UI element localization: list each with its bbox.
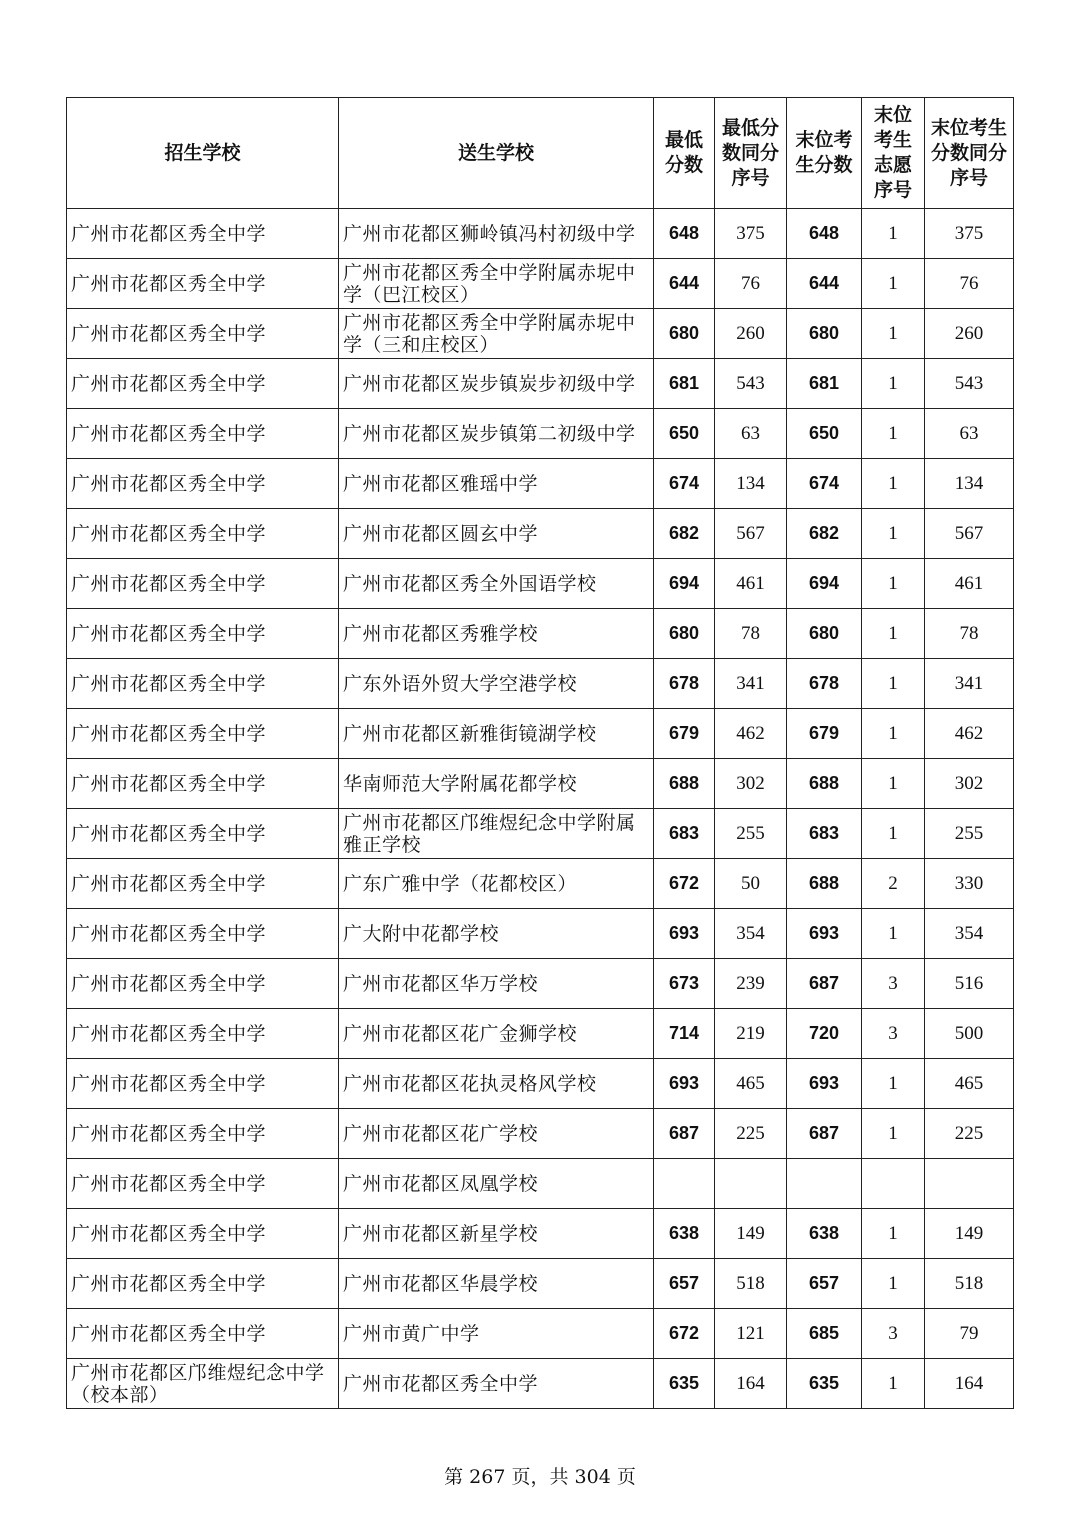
table-row (67, 1009, 1014, 1059)
min-score-same-rank-cell: 255 (715, 809, 787, 859)
min-score-same-rank-cell: 543 (715, 359, 787, 409)
header-min-score-same-rank: 最低分 数同分 序号 (715, 98, 787, 209)
last-same-rank-cell: 341 (925, 659, 1014, 709)
min-score-same-rank-cell: 462 (715, 709, 787, 759)
table-row (67, 1209, 1014, 1259)
last-choice-rank-cell: 1 (862, 259, 925, 309)
enrolling-school-cell: 广州市花都区秀全中学 (67, 1009, 339, 1059)
last-choice-rank-cell: 3 (862, 1009, 925, 1059)
header-enrolling-school: 招生学校 (67, 98, 339, 209)
last-score-cell: 657 (787, 1259, 862, 1309)
min-score-cell: 714 (654, 1009, 715, 1059)
sending-school-cell: 广州市花都区秀全外国语学校 (339, 559, 654, 609)
min-score-same-rank-cell: 78 (715, 609, 787, 659)
last-score-cell: 680 (787, 309, 862, 359)
enrolling-school-cell: 广州市花都区秀全中学 (67, 659, 339, 709)
last-choice-rank-cell: 2 (862, 859, 925, 909)
table-row (67, 859, 1014, 909)
table-row (67, 459, 1014, 509)
min-score-same-rank-cell: 121 (715, 1309, 787, 1359)
last-choice-rank-cell: 1 (862, 659, 925, 709)
sending-school-cell: 广州市花都区秀全中学附属赤坭中学（巴江校区） (339, 259, 654, 309)
min-score-cell: 693 (654, 1059, 715, 1109)
min-score-same-rank-cell: 225 (715, 1109, 787, 1159)
min-score-same-rank-cell: 375 (715, 209, 787, 259)
last-score-cell: 693 (787, 909, 862, 959)
sending-school-cell: 广州市花都区炭步镇炭步初级中学 (339, 359, 654, 409)
last-score-cell (787, 1159, 862, 1209)
last-same-rank-cell: 543 (925, 359, 1014, 409)
header-min-score: 最低 分数 (654, 98, 715, 209)
sending-school-cell: 广州市花都区炭步镇第二初级中学 (339, 409, 654, 459)
enrolling-school-cell: 广州市花都区秀全中学 (67, 459, 339, 509)
last-same-rank-cell: 255 (925, 809, 1014, 859)
table-row (67, 409, 1014, 459)
table-row (67, 359, 1014, 409)
last-score-cell: 644 (787, 259, 862, 309)
table-row (67, 1109, 1014, 1159)
min-score-same-rank-cell: 219 (715, 1009, 787, 1059)
enrolling-school-cell: 广州市花都区秀全中学 (67, 309, 339, 359)
sending-school-cell: 广东广雅中学（花都校区） (339, 859, 654, 909)
last-score-cell: 680 (787, 609, 862, 659)
last-same-rank-cell: 567 (925, 509, 1014, 559)
last-same-rank-cell: 76 (925, 259, 1014, 309)
last-score-cell: 681 (787, 359, 862, 409)
min-score-cell (654, 1159, 715, 1209)
last-same-rank-cell: 500 (925, 1009, 1014, 1059)
last-same-rank-cell (925, 1159, 1014, 1209)
last-choice-rank-cell: 1 (862, 509, 925, 559)
last-score-cell: 650 (787, 409, 862, 459)
enrolling-school-cell: 广州市花都区秀全中学 (67, 1159, 339, 1209)
last-score-cell: 688 (787, 759, 862, 809)
sending-school-cell: 广州市花都区雅瑶中学 (339, 459, 654, 509)
table-row (67, 609, 1014, 659)
min-score-cell: 683 (654, 809, 715, 859)
enrolling-school-cell: 广州市花都区秀全中学 (67, 559, 339, 609)
enrolling-school-cell: 广州市花都区秀全中学 (67, 509, 339, 559)
enrolling-school-cell: 广州市花都区秀全中学 (67, 1059, 339, 1109)
last-choice-rank-cell: 1 (862, 359, 925, 409)
last-choice-rank-cell: 3 (862, 1309, 925, 1359)
last-choice-rank-cell: 1 (862, 809, 925, 859)
admission-table (66, 97, 1014, 1409)
last-same-rank-cell: 63 (925, 409, 1014, 459)
sending-school-cell: 广州市花都区邝维煜纪念中学附属雅正学校 (339, 809, 654, 859)
sending-school-cell: 广州市花都区花执灵格风学校 (339, 1059, 654, 1109)
sending-school-cell: 广州市花都区圆玄中学 (339, 509, 654, 559)
last-score-cell: 678 (787, 659, 862, 709)
table-row (67, 1309, 1014, 1359)
min-score-cell: 650 (654, 409, 715, 459)
last-score-cell: 682 (787, 509, 862, 559)
last-score-cell: 688 (787, 859, 862, 909)
min-score-same-rank-cell: 518 (715, 1259, 787, 1309)
last-same-rank-cell: 79 (925, 1309, 1014, 1359)
enrolling-school-cell: 广州市花都区秀全中学 (67, 1109, 339, 1159)
enrolling-school-cell: 广州市花都区秀全中学 (67, 609, 339, 659)
enrolling-school-cell: 广州市花都区秀全中学 (67, 209, 339, 259)
last-choice-rank-cell (862, 1159, 925, 1209)
header-last-same-rank: 末位考生 分数同分 序号 (925, 98, 1014, 209)
min-score-same-rank-cell: 76 (715, 259, 787, 309)
sending-school-cell: 广州市花都区华万学校 (339, 959, 654, 1009)
enrolling-school-cell: 广州市花都区秀全中学 (67, 1309, 339, 1359)
last-score-cell: 687 (787, 959, 862, 1009)
min-score-cell: 688 (654, 759, 715, 809)
table-row (67, 809, 1014, 859)
min-score-same-rank-cell: 302 (715, 759, 787, 809)
last-choice-rank-cell: 1 (862, 309, 925, 359)
last-score-cell: 648 (787, 209, 862, 259)
last-same-rank-cell: 164 (925, 1359, 1014, 1409)
enrolling-school-cell: 广州市花都区秀全中学 (67, 909, 339, 959)
last-choice-rank-cell: 1 (862, 209, 925, 259)
min-score-same-rank-cell: 461 (715, 559, 787, 609)
sending-school-cell: 广州市黄广中学 (339, 1309, 654, 1359)
sending-school-cell: 广州市花都区秀全中学附属赤坭中学（三和庄校区） (339, 309, 654, 359)
last-same-rank-cell: 462 (925, 709, 1014, 759)
header-sending-school: 送生学校 (339, 98, 654, 209)
min-score-cell: 673 (654, 959, 715, 1009)
table-row (67, 959, 1014, 1009)
min-score-cell: 681 (654, 359, 715, 409)
last-same-rank-cell: 302 (925, 759, 1014, 809)
last-choice-rank-cell: 1 (862, 759, 925, 809)
min-score-same-rank-cell: 567 (715, 509, 787, 559)
last-choice-rank-cell: 1 (862, 559, 925, 609)
min-score-same-rank-cell: 134 (715, 459, 787, 509)
table-row (67, 509, 1014, 559)
min-score-same-rank-cell: 164 (715, 1359, 787, 1409)
min-score-cell: 680 (654, 309, 715, 359)
header-last-score: 末位考 生分数 (787, 98, 862, 209)
min-score-cell: 682 (654, 509, 715, 559)
min-score-cell: 648 (654, 209, 715, 259)
last-score-cell: 638 (787, 1209, 862, 1259)
sending-school-cell: 广州市花都区狮岭镇冯村初级中学 (339, 209, 654, 259)
sending-school-cell: 广东外语外贸大学空港学校 (339, 659, 654, 709)
last-choice-rank-cell: 1 (862, 459, 925, 509)
last-same-rank-cell: 375 (925, 209, 1014, 259)
last-same-rank-cell: 354 (925, 909, 1014, 959)
last-choice-rank-cell: 1 (862, 409, 925, 459)
min-score-cell: 657 (654, 1259, 715, 1309)
sending-school-cell: 广州市花都区新星学校 (339, 1209, 654, 1259)
last-score-cell: 720 (787, 1009, 862, 1059)
table-header-row (67, 98, 1014, 209)
last-same-rank-cell: 516 (925, 959, 1014, 1009)
last-choice-rank-cell: 3 (862, 959, 925, 1009)
min-score-same-rank-cell: 149 (715, 1209, 787, 1259)
enrolling-school-cell: 广州市花都区秀全中学 (67, 1259, 339, 1309)
last-choice-rank-cell: 1 (862, 709, 925, 759)
table-row (67, 1359, 1014, 1409)
min-score-same-rank-cell: 50 (715, 859, 787, 909)
enrolling-school-cell: 广州市花都区秀全中学 (67, 759, 339, 809)
table-row (67, 1259, 1014, 1309)
page-footer: 第 267 页，共 304 页 (444, 1466, 636, 1488)
min-score-same-rank-cell: 63 (715, 409, 787, 459)
last-score-cell: 674 (787, 459, 862, 509)
table-row (67, 1159, 1014, 1209)
min-score-same-rank-cell: 260 (715, 309, 787, 359)
sending-school-cell: 广州市花都区秀全中学 (339, 1359, 654, 1409)
last-choice-rank-cell: 1 (862, 609, 925, 659)
last-same-rank-cell: 78 (925, 609, 1014, 659)
enrolling-school-cell: 广州市花都区邝维煜纪念中学（校本部） (67, 1359, 339, 1409)
last-score-cell: 693 (787, 1059, 862, 1109)
min-score-cell: 680 (654, 609, 715, 659)
min-score-cell: 672 (654, 859, 715, 909)
min-score-cell: 678 (654, 659, 715, 709)
enrolling-school-cell: 广州市花都区秀全中学 (67, 359, 339, 409)
min-score-same-rank-cell (715, 1159, 787, 1209)
table-row (67, 559, 1014, 609)
min-score-cell: 687 (654, 1109, 715, 1159)
min-score-cell: 693 (654, 909, 715, 959)
table-row (67, 759, 1014, 809)
last-choice-rank-cell: 1 (862, 909, 925, 959)
last-choice-rank-cell: 1 (862, 1059, 925, 1109)
last-same-rank-cell: 225 (925, 1109, 1014, 1159)
last-choice-rank-cell: 1 (862, 1209, 925, 1259)
min-score-cell: 694 (654, 559, 715, 609)
last-same-rank-cell: 330 (925, 859, 1014, 909)
table-row (67, 1059, 1014, 1109)
sending-school-cell: 广州市花都区凤凰学校 (339, 1159, 654, 1209)
last-score-cell: 694 (787, 559, 862, 609)
table-row (67, 309, 1014, 359)
min-score-cell: 679 (654, 709, 715, 759)
min-score-same-rank-cell: 239 (715, 959, 787, 1009)
min-score-same-rank-cell: 341 (715, 659, 787, 709)
table-row (67, 659, 1014, 709)
table-row (67, 259, 1014, 309)
sending-school-cell: 广大附中花都学校 (339, 909, 654, 959)
last-same-rank-cell: 518 (925, 1259, 1014, 1309)
header-last-choice-rank: 末位 考生 志愿 序号 (862, 98, 925, 209)
last-score-cell: 635 (787, 1359, 862, 1409)
last-score-cell: 683 (787, 809, 862, 859)
last-score-cell: 687 (787, 1109, 862, 1159)
sending-school-cell: 广州市花都区花广金狮学校 (339, 1009, 654, 1059)
last-choice-rank-cell: 1 (862, 1259, 925, 1309)
last-same-rank-cell: 461 (925, 559, 1014, 609)
enrolling-school-cell: 广州市花都区秀全中学 (67, 959, 339, 1009)
table-row (67, 209, 1014, 259)
sending-school-cell: 广州市花都区华晨学校 (339, 1259, 654, 1309)
table-row (67, 709, 1014, 759)
last-score-cell: 679 (787, 709, 862, 759)
min-score-cell: 644 (654, 259, 715, 309)
table-body (67, 209, 1014, 1409)
min-score-same-rank-cell: 354 (715, 909, 787, 959)
min-score-cell: 638 (654, 1209, 715, 1259)
last-same-rank-cell: 149 (925, 1209, 1014, 1259)
min-score-cell: 674 (654, 459, 715, 509)
min-score-same-rank-cell: 465 (715, 1059, 787, 1109)
enrolling-school-cell: 广州市花都区秀全中学 (67, 259, 339, 309)
min-score-cell: 672 (654, 1309, 715, 1359)
last-same-rank-cell: 260 (925, 309, 1014, 359)
enrolling-school-cell: 广州市花都区秀全中学 (67, 409, 339, 459)
last-choice-rank-cell: 1 (862, 1109, 925, 1159)
table-row (67, 909, 1014, 959)
sending-school-cell: 广州市花都区秀雅学校 (339, 609, 654, 659)
last-choice-rank-cell: 1 (862, 1359, 925, 1409)
last-score-cell: 685 (787, 1309, 862, 1359)
last-same-rank-cell: 134 (925, 459, 1014, 509)
sending-school-cell: 华南师范大学附属花都学校 (339, 759, 654, 809)
sending-school-cell: 广州市花都区新雅街镜湖学校 (339, 709, 654, 759)
enrolling-school-cell: 广州市花都区秀全中学 (67, 809, 339, 859)
sending-school-cell: 广州市花都区花广学校 (339, 1109, 654, 1159)
enrolling-school-cell: 广州市花都区秀全中学 (67, 709, 339, 759)
enrolling-school-cell: 广州市花都区秀全中学 (67, 859, 339, 909)
enrolling-school-cell: 广州市花都区秀全中学 (67, 1209, 339, 1259)
min-score-cell: 635 (654, 1359, 715, 1409)
last-same-rank-cell: 465 (925, 1059, 1014, 1109)
